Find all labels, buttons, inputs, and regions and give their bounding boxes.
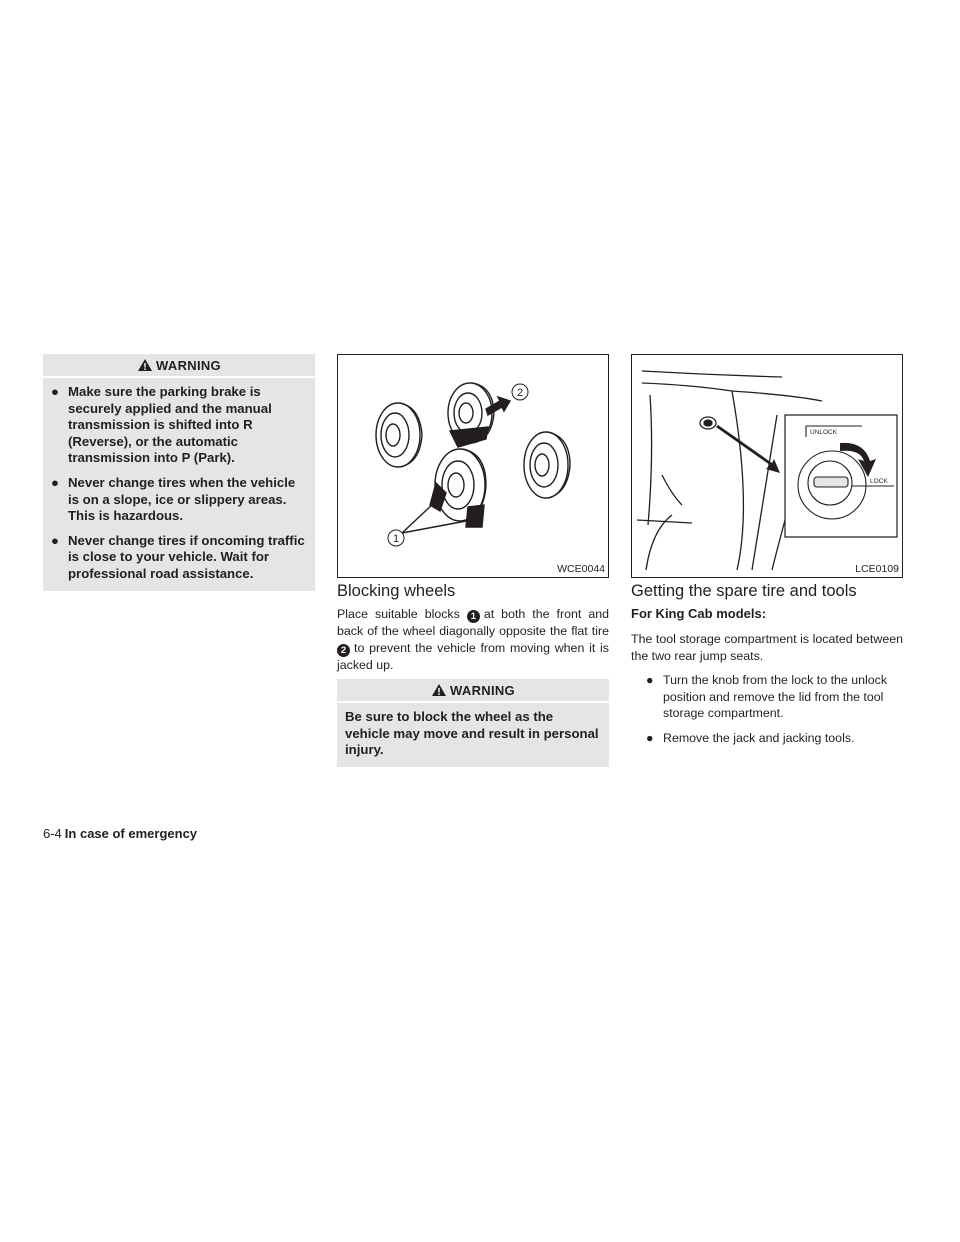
warning-triangle-icon (137, 358, 153, 372)
warning-item (51, 475, 307, 525)
warning-item-text: Make sure the parking brake is securely applied and the manual transmission is shifted into R (Reverse), or the automatic transmission into P (Park). (68, 384, 272, 466)
warning-title: WARNING (156, 357, 221, 373)
tool-storage-illustration (632, 355, 902, 577)
heading-blocking-wheels: Blocking wheels (337, 582, 456, 600)
blocking-paragraph (337, 606, 609, 673)
bullet: ● (51, 532, 59, 548)
callout-badge-2: 2 (337, 644, 350, 657)
spare-subheading: For King Cab models: (631, 606, 767, 621)
callout-badge-1: 1 (467, 610, 480, 623)
wheel-blocks-illustration (338, 355, 608, 577)
warning-title: WARNING (450, 682, 515, 698)
callout-2: 2 (516, 387, 524, 399)
spare-list (646, 672, 903, 754)
warning-item-text: Never change tires when the vehicle is on a slope, ice or slippery areas. This is hazardous. (68, 474, 296, 524)
warning-item-text: Never change tires if oncoming traffic is close to your vehicle. Wait for professional road assistance. (68, 532, 305, 581)
page-footer (43, 826, 197, 841)
heading-spare-tire: Getting the spare tire and tools (631, 582, 857, 600)
warning-item (51, 384, 307, 467)
warning-triangle-icon (431, 683, 447, 697)
warning-item (51, 533, 307, 583)
bullet: ● (51, 384, 59, 399)
bullet: ● (51, 474, 59, 490)
bullet: ● (646, 673, 654, 687)
lock-label: LOCK (870, 478, 888, 485)
text: Place suitable blocks (337, 607, 460, 621)
warning-header (337, 679, 609, 701)
figure-code: WCE0044 (557, 563, 605, 575)
section-title: In case of emergency (64, 826, 198, 841)
list-item-text: Turn the knob from the lock to the unlock position and remove the lid from the tool storage compartment. (663, 673, 888, 721)
unlock-label: UNLOCK (810, 429, 838, 436)
figure-code: LCE0109 (855, 563, 899, 575)
warning-box-middle (337, 679, 609, 767)
list-item-text: Remove the jack and jacking tools. (663, 730, 855, 745)
figure-blocking-wheels (337, 354, 609, 578)
spare-intro: The tool storage compartment is located between the two rear jump seats. (631, 632, 903, 663)
list-item (646, 672, 903, 722)
text: at both the front and back of the wheel diagonally opposite the flat tire (337, 607, 609, 638)
warning-text: Be sure to block the wheel as the vehicle may move and result in personal injury. (345, 709, 599, 758)
callout-1: 1 (392, 533, 400, 545)
page-number: 6-4 (43, 826, 62, 841)
figure-tool-storage (631, 354, 903, 578)
bullet: ● (646, 730, 654, 745)
list-item (646, 730, 903, 747)
text: to prevent the vehicle from moving when it is jacked up. (337, 640, 609, 672)
warning-header (43, 354, 315, 376)
warning-list (43, 378, 315, 591)
warning-box-left (43, 354, 315, 591)
